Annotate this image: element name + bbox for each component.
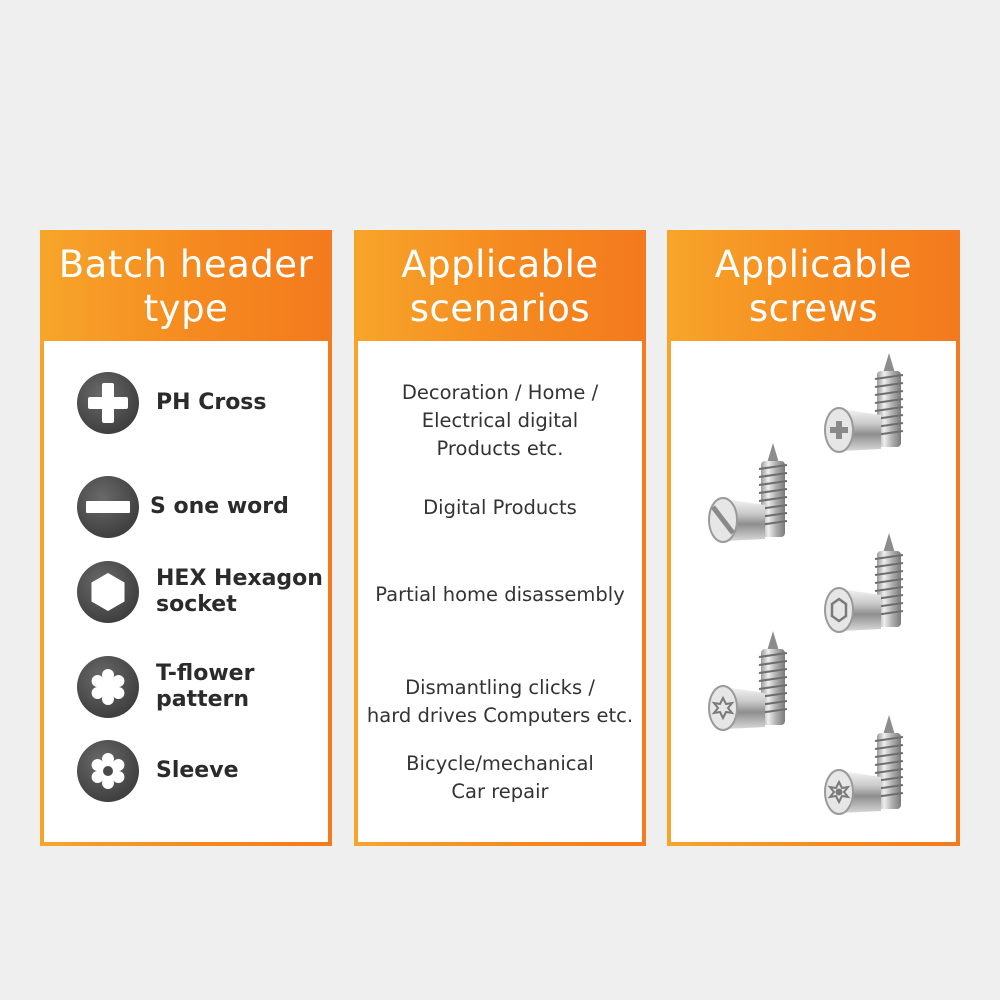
security-torx-screw-icon bbox=[811, 709, 931, 829]
head-type-label: T-flower pattern bbox=[156, 661, 255, 712]
slotted-screw-icon bbox=[695, 437, 815, 557]
scenario-item bbox=[358, 379, 642, 463]
head-type-row bbox=[76, 560, 328, 624]
head-type-row bbox=[76, 739, 328, 803]
panel-body bbox=[671, 341, 956, 842]
scenario-line: hard drives Computers etc. bbox=[366, 704, 634, 727]
security-torx-icon bbox=[76, 739, 140, 803]
scenario-item bbox=[358, 581, 642, 609]
panel-head-types bbox=[40, 230, 332, 846]
panel-title-line-2: type bbox=[143, 287, 229, 330]
panel-title-line-1: Batch header bbox=[58, 243, 314, 286]
panel-title bbox=[354, 230, 646, 340]
torx-icon bbox=[76, 655, 140, 719]
panel-title-line-1: Applicable bbox=[714, 243, 913, 286]
panel-title-line-2: scenarios bbox=[409, 287, 591, 330]
panel-scenarios bbox=[354, 230, 646, 846]
phillips-cross-icon bbox=[76, 371, 140, 435]
scenario-line: Electrical digital bbox=[421, 409, 579, 432]
scenario-item bbox=[358, 674, 642, 730]
panel-title-line-1: Applicable bbox=[401, 243, 599, 286]
phillips-screw-icon bbox=[811, 347, 931, 467]
head-type-label: S one word bbox=[150, 494, 289, 519]
slotted-icon bbox=[76, 475, 140, 539]
scenario-line: Digital Products bbox=[423, 496, 577, 519]
scenario-line: Dismantling clicks / bbox=[405, 676, 595, 699]
head-type-row bbox=[76, 371, 328, 435]
scenario-line: Car repair bbox=[451, 780, 549, 803]
head-type-label: PH Cross bbox=[156, 390, 267, 415]
panel-title-line-2: screws bbox=[748, 287, 879, 330]
panel-body bbox=[44, 341, 328, 842]
torx-screw-icon bbox=[695, 625, 815, 745]
scenario-line: Products etc. bbox=[436, 437, 564, 460]
scenario-item bbox=[358, 494, 642, 522]
scenario-line: Partial home disassembly bbox=[375, 583, 625, 606]
panel-title bbox=[40, 230, 332, 340]
head-type-label: Sleeve bbox=[156, 758, 239, 783]
scenario-line: Bicycle/mechanical bbox=[406, 752, 594, 775]
head-type-label: HEX Hexagon socket bbox=[156, 566, 323, 617]
head-type-row bbox=[76, 475, 328, 539]
panel-title bbox=[667, 230, 960, 340]
scenario-line: Decoration / Home / bbox=[401, 381, 599, 404]
scenario-item bbox=[358, 750, 642, 806]
panel-body bbox=[358, 341, 642, 842]
hexagon-socket-icon bbox=[76, 560, 140, 624]
hex-screw-icon bbox=[811, 527, 931, 647]
head-type-row bbox=[76, 655, 328, 719]
panel-screws bbox=[667, 230, 960, 846]
